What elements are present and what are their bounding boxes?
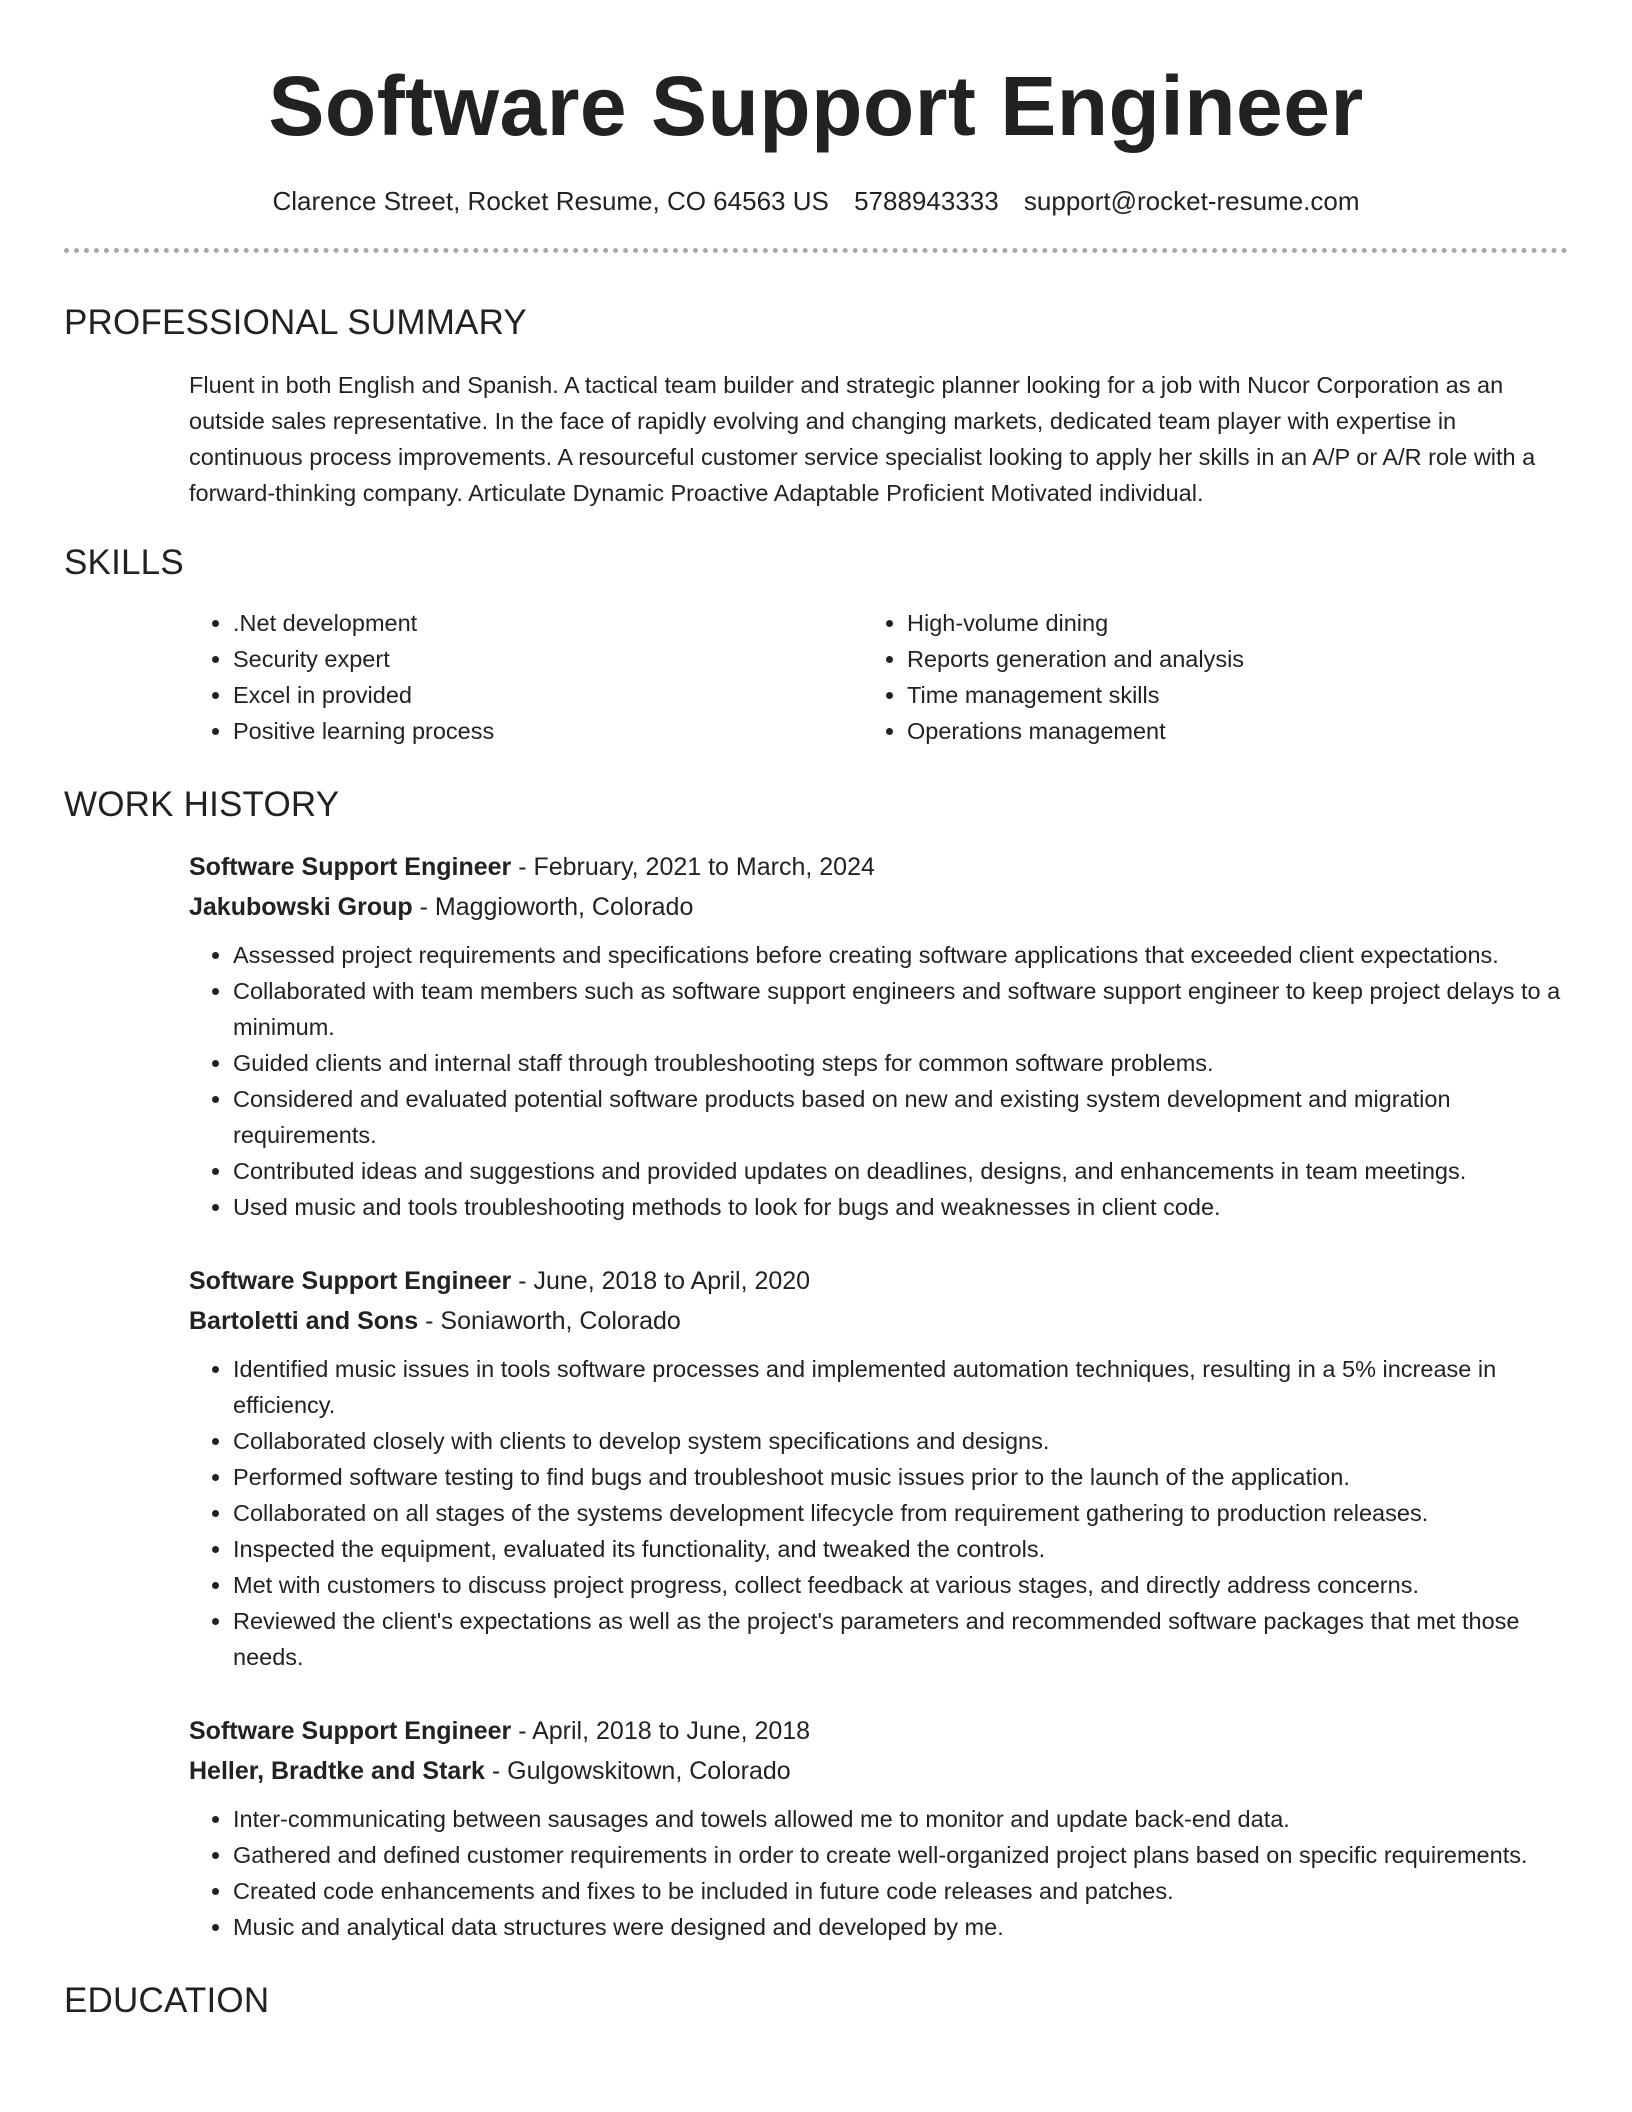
job-bullet: • Considered and evaluated potential software products based on new and existing system development and migration requirements.: [233, 1081, 1568, 1153]
job-bullet: • Reviewed the client's expectations as well as the project's parameters and recommended software packages that met those needs.: [233, 1603, 1568, 1675]
job-entry: [189, 847, 1568, 1225]
job-company: Bartoletti and Sons: [189, 1307, 419, 1335]
contact-address: Clarence Street, Rocket Resume, CO 64563 US: [272, 186, 829, 216]
job-bullet: • Identified music issues in tools software processes and implemented automation techniques, resulting in a 5% increase in efficiency.: [233, 1351, 1568, 1423]
job-bullet: • Collaborated on all stages of the systems development lifecycle from requirement gathering to production releases.: [233, 1495, 1568, 1531]
skills-heading: SKILLS: [64, 543, 184, 582]
job-bullet: • Gathered and defined customer requirements in order to create well-organized project plans based on specific requirements.: [233, 1837, 1568, 1873]
job-bullet: • Performed software testing to find bugs and troubleshoot music issues prior to the launch of the application.: [233, 1459, 1568, 1495]
job-title-line: [189, 1711, 1568, 1751]
job-title-line: [189, 847, 1568, 887]
contact-email: support@rocket-resume.com: [1023, 186, 1360, 216]
contact-phone: 5788943333: [854, 186, 999, 216]
job-bullet: • Guided clients and internal staff through troubleshooting steps for common software problems.: [233, 1045, 1568, 1081]
job-dates: - February, 2021 to March, 2024: [511, 853, 875, 881]
skill-item: • Excel in provided: [233, 677, 863, 713]
job-dates: - April, 2018 to June, 2018: [511, 1717, 811, 1745]
job-bullet: • Collaborated with team members such as software support engineers and software support engineer to keep project delays to a minimum.: [233, 973, 1568, 1045]
job-role: Software Support Engineer: [189, 1717, 512, 1745]
skill-item: • Security expert: [233, 641, 863, 677]
skill-item: • Operations management: [907, 713, 1537, 749]
skill-item: • Reports generation and analysis: [907, 641, 1537, 677]
job-role: Software Support Engineer: [189, 1267, 512, 1295]
job-location: - Soniaworth, Colorado: [418, 1307, 681, 1335]
skill-item: • Positive learning process: [233, 713, 863, 749]
job-company-line: [189, 887, 1568, 927]
job-title-line: [189, 1261, 1568, 1301]
job-dates: - June, 2018 to April, 2020: [511, 1267, 811, 1295]
summary-heading: PROFESSIONAL SUMMARY: [64, 303, 527, 342]
job-bullet: • Contributed ideas and suggestions and provided updates on deadlines, designs, and enhancements in team meetings.: [233, 1153, 1568, 1189]
job-bullet: • Used music and tools troubleshooting methods to look for bugs and weaknesses in client code.: [233, 1189, 1568, 1225]
page-title: Software Support Engineer: [268, 59, 1364, 153]
skill-item: • .Net development: [233, 605, 863, 641]
job-location: - Gulgowskitown, Colorado: [484, 1757, 791, 1785]
job-bullet: • Assessed project requirements and specifications before creating software applications that exceeded client expectations.: [233, 937, 1568, 973]
job-bullet: • Music and analytical data structures were designed and developed by me.: [233, 1909, 1568, 1945]
skills-column-right: [863, 605, 1537, 749]
job-entry: [189, 1261, 1568, 1675]
skill-item: • Time management skills: [907, 677, 1537, 713]
job-bullet: • Met with customers to discuss project progress, collect feedback at various stages, and directly address concerns.: [233, 1567, 1568, 1603]
job-bullet: • Created code enhancements and fixes to be included in future code releases and patches.: [233, 1873, 1568, 1909]
skills-column-left: [189, 605, 863, 749]
contact-line: [0, 184, 1632, 218]
job-bullet: • Collaborated closely with clients to develop system specifications and designs.: [233, 1423, 1568, 1459]
job-bullet: • Inter-communicating between sausages and towels allowed me to monitor and update back-end data.: [233, 1801, 1568, 1837]
education-heading: EDUCATION: [64, 1981, 270, 2020]
job-location: - Maggioworth, Colorado: [412, 893, 694, 921]
job-bullets: [189, 1801, 1568, 1945]
job-company: Heller, Bradtke and Stark: [189, 1757, 485, 1785]
job-entry: [189, 1711, 1568, 1945]
summary-text: Fluent in both English and Spanish. A tactical team builder and strategic planner looking for a job with Nucor Corporation as an outside sales representative. In the face of rapidly evolving and changing markets, dedicated team player with expertise in continuous process improvements. A resourceful customer service specialist looking to apply her skills in an A/P or A/R role with a forward-thinking company. Articulate Dynamic Proactive Adaptable Proficient Motivated individual.: [189, 372, 1536, 506]
job-bullet: • Inspected the equipment, evaluated its functionality, and tweaked the controls.: [233, 1531, 1568, 1567]
job-company: Jakubowski Group: [189, 893, 413, 921]
job-bullets: [189, 937, 1568, 1225]
skill-item: • High-volume dining: [907, 605, 1537, 641]
job-bullets: [189, 1351, 1568, 1675]
skills-list: [189, 605, 1568, 749]
header-divider: [64, 248, 1568, 253]
job-company-line: [189, 1301, 1568, 1341]
job-company-line: [189, 1751, 1568, 1791]
work-history-heading: WORK HISTORY: [64, 785, 340, 824]
job-role: Software Support Engineer: [189, 853, 512, 881]
